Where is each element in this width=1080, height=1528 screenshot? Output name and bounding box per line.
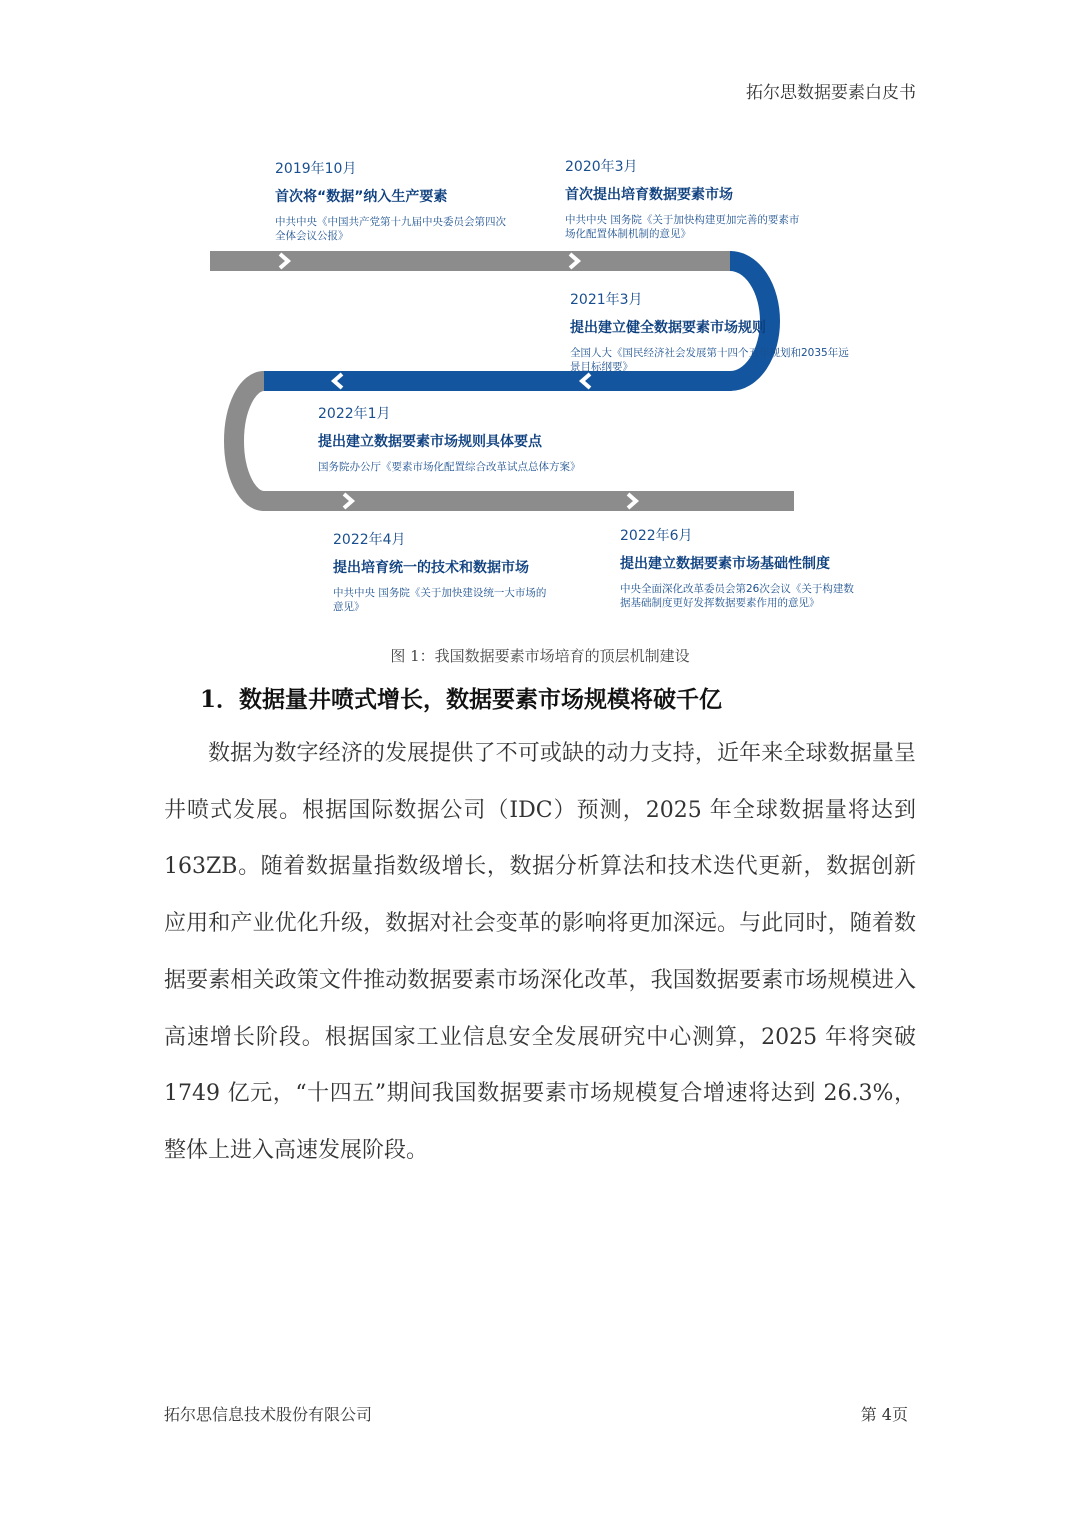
page-header-title: 拓尔思数据要素白皮书 <box>746 83 916 103</box>
footer-page-number: 第 4页 <box>860 1405 908 1424</box>
event-date: 2022年1月 <box>318 406 391 422</box>
timeline-event <box>620 525 860 610</box>
event-date: 2022年4月 <box>333 532 406 548</box>
track-segment-bottom <box>262 491 794 511</box>
body-paragraph: 数据为数字经济的发展提供了不可或缺的动力支持，近年来全球数据量呈井喷式发展。根据国际数据公司（IDC）预测，2025 年全球数据量将达到 163ZB。随着数据量指数级增长，数据分析算法和技术迭代更新，数据创新应用和产业优化升级，数据对社会变革的影响将更加深远。与此同时，随着数据要素相关政策文件推动数据要素市场深化改革，我国数据要素市场规模进入高速增长阶段。根据国家工业信息安全发展研究中心测算，2025 年将突破 1749 亿元，“十四五”期间我国数据要素市场规模复合增速将达到 26.3%，整体上进入高速发展阶段。 <box>164 741 916 1163</box>
event-title: 提出建立数据要素市场基础性制度 <box>620 556 830 572</box>
timeline-event <box>275 158 510 243</box>
event-title: 提出建立数据要素市场规则具体要点 <box>318 434 542 450</box>
timeline-event <box>570 289 850 374</box>
event-date: 2022年6月 <box>620 528 693 544</box>
section-heading: 1．数据量井喷式增长，数据要素市场规模将破千亿 <box>200 686 723 713</box>
track-curve-left <box>234 381 264 501</box>
event-title: 首次将“数据”纳入生产要素 <box>275 189 448 205</box>
event-source: 中共中央 国务院《关于加快建设统一大市场的意见》 <box>333 587 547 613</box>
event-title: 提出培育统一的技术和数据市场 <box>333 560 529 576</box>
event-source: 全国人大《国民经济社会发展第十四个五年规划和2035年远景目标纲要》 <box>570 347 849 373</box>
timeline-event <box>333 529 548 614</box>
footer-company: 拓尔思信息技术股份有限公司 <box>164 1405 373 1424</box>
timeline-event <box>318 403 618 474</box>
event-date: 2020年3月 <box>565 159 638 175</box>
event-source: 国务院办公厅《要素市场化配置综合改革试点总体方案》 <box>318 461 581 473</box>
event-title: 首次提出培育数据要素市场 <box>565 187 733 203</box>
policy-timeline-figure <box>0 0 1080 640</box>
figure-caption: 图 1：我国数据要素市场培育的顶层机制建设 <box>390 647 690 665</box>
timeline-event <box>565 156 805 241</box>
event-date: 2019年10月 <box>275 161 357 177</box>
event-source: 中共中央《中国共产党第十九届中央委员会第四次全体会议公报》 <box>275 216 506 242</box>
event-source: 中央全面深化改革委员会第26次会议《关于构建数据基础制度更好发挥数据要素作用的意见》 <box>620 583 854 609</box>
event-date: 2021年3月 <box>570 292 643 308</box>
event-source: 中共中央 国务院《关于加快构建更加完善的要素市场化配置体制机制的意见》 <box>565 214 800 240</box>
event-title: 提出建立健全数据要素市场规则 <box>570 320 766 336</box>
